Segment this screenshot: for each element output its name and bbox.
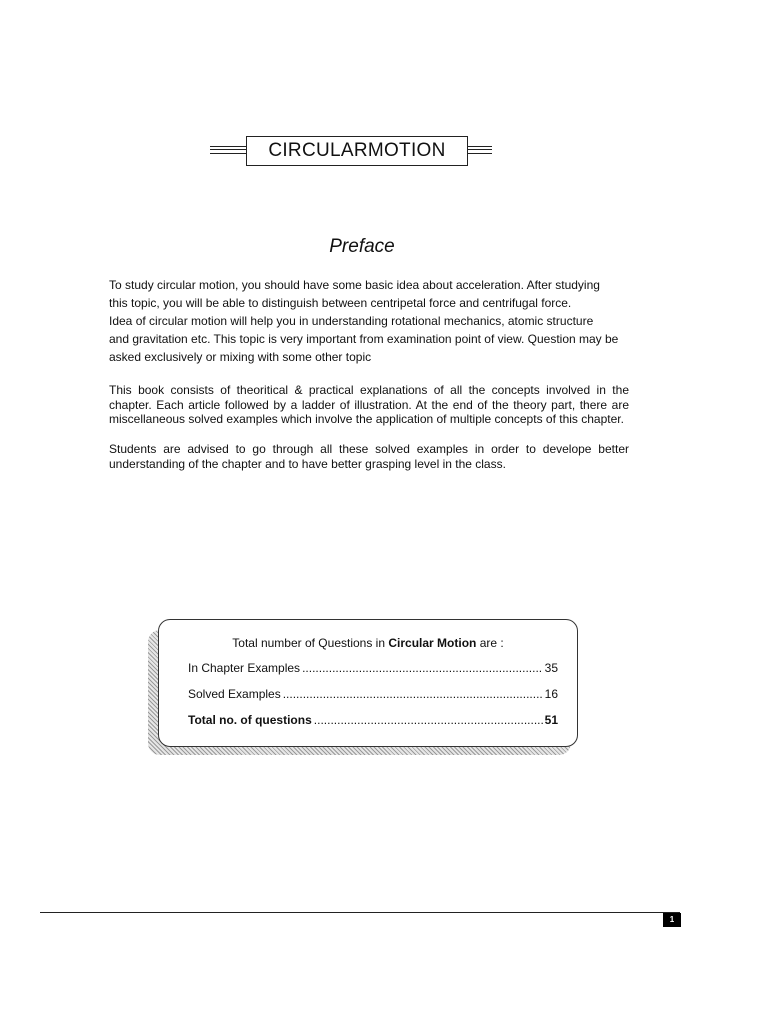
- row-leader-dots: [283, 687, 543, 701]
- summary-intro: Total number of Questions in: [232, 636, 386, 650]
- row-label: Total no. of questions: [188, 713, 312, 727]
- footer-rule: [40, 912, 680, 913]
- paragraph-line: this topic, you will be able to distinguish between centripetal force and centrifugal force.: [109, 296, 572, 310]
- summary-row-in-chapter: [188, 661, 558, 675]
- summary-suffix: are :: [479, 636, 504, 650]
- paragraph-line: Idea of circular motion will help you in understanding rotational mechanics, atomic structure: [109, 314, 594, 328]
- preface-paragraph-2: This book consists of theoritical & practical explanations of all the concepts involved in the chapter. Each article followed by a ladder of illustration. At the end of the theory part, there are miscellaneous solved examples which involve the application of multiple concepts of this chapter.: [109, 383, 629, 426]
- paragraph-line: To study circular motion, you should have some basic idea about acceleration. After studying: [109, 278, 600, 292]
- row-value: 51: [544, 713, 558, 727]
- summary-heading: [159, 636, 577, 650]
- row-label: In Chapter Examples: [188, 661, 301, 675]
- preface-paragraph-1: [109, 276, 629, 366]
- row-label: Solved Examples: [188, 687, 281, 701]
- chapter-title: CIRCULARMOTION: [246, 136, 468, 166]
- summary-subject: Circular Motion: [388, 636, 477, 650]
- row-leader-dots: [314, 713, 543, 727]
- row-value: 16: [544, 687, 558, 701]
- summary-row-solved: [188, 687, 558, 701]
- preface-heading: Preface: [329, 236, 395, 257]
- page-number: 1: [663, 913, 681, 927]
- summary-row-total: [188, 713, 558, 727]
- paragraph-line: asked exclusively or mixing with some other topic: [109, 350, 372, 364]
- chapter-title-block: [210, 136, 492, 166]
- question-summary-box: [158, 619, 578, 747]
- row-leader-dots: [302, 661, 543, 675]
- row-value: 35: [544, 661, 558, 675]
- title-rule-left: [210, 146, 246, 154]
- paragraph-line: and gravitation etc. This topic is very important from examination point of view. Question may be: [109, 332, 619, 346]
- preface-paragraph-3: Students are advised to go through all these solved examples in order to develope better understanding of the chapter and to have better grasping level in the class.: [109, 442, 629, 471]
- title-rule-right: [468, 146, 492, 154]
